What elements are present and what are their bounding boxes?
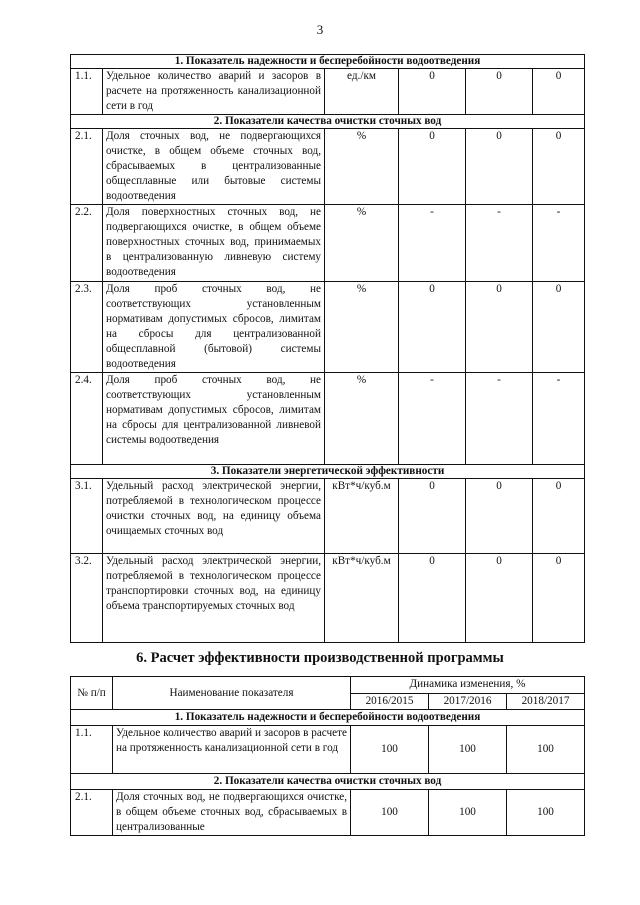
section-row (71, 55, 585, 69)
value-cell: - (466, 373, 533, 465)
indicator-name: Удельное количество аварий и засоров в расчете на протяженность канализационной сети в год (113, 726, 351, 774)
value-cell: 0 (399, 554, 466, 643)
value-cell: 0 (466, 479, 533, 554)
value-cell: 0 (466, 129, 533, 205)
row-number: 2.3. (71, 282, 103, 373)
table-row (71, 726, 585, 774)
section-row (71, 710, 585, 726)
indicator-name: Удельное количество аварий и засоров в расчете на протяженность канализационной сети в год (103, 69, 325, 115)
value-cell: 0 (466, 282, 533, 373)
row-number: 2.1. (71, 129, 103, 205)
unit-cell: % (325, 129, 399, 205)
table-row (71, 205, 585, 282)
value-cell: - (399, 373, 466, 465)
table-row (71, 282, 585, 373)
value-cell: 0 (533, 282, 585, 373)
row-number: 2.2. (71, 205, 103, 282)
table-row (71, 554, 585, 643)
unit-cell: % (325, 205, 399, 282)
row-number: 1.1. (71, 726, 113, 774)
value-cell: 100 (507, 790, 585, 836)
unit-cell: кВт*ч/куб.м (325, 479, 399, 554)
unit-cell: % (325, 373, 399, 465)
indicator-name: Удельный расход электрической энергии, потребляемой в технологическом процессе очистки сточных вод, на единицу объема очищаемых сточных вод (103, 479, 325, 554)
value-cell: 100 (507, 726, 585, 774)
value-cell: - (533, 205, 585, 282)
unit-cell: кВт*ч/куб.м (325, 554, 399, 643)
indicator-name: Доля проб сточных вод, не соответствующих установленным нормативам допустимых сбросов, лимитам на сбросы для централизованной общесплавной (бытовой) системы водоотведения (103, 282, 325, 373)
header-year-2: 2017/2016 (429, 694, 507, 710)
unit-cell: % (325, 282, 399, 373)
indicator-name: Доля проб сточных вод, не соответствующих установленным нормативам допустимых сбросов, лимитам на сбросы для централизованной ливневой системы водоотведения (103, 373, 325, 465)
value-cell: 100 (429, 726, 507, 774)
header-name: Наименование показателя (113, 677, 351, 710)
value-cell: - (399, 205, 466, 282)
table-row (71, 479, 585, 554)
value-cell: 0 (399, 479, 466, 554)
section-6-title: 6. Расчет эффективности производственной программы (136, 650, 504, 666)
section-row (71, 465, 585, 479)
value-cell: - (466, 205, 533, 282)
value-cell: 100 (351, 726, 429, 774)
value-cell: 0 (533, 479, 585, 554)
section-title: 1. Показатель надежности и бесперебойности водоотведения (71, 710, 585, 726)
table-row (71, 373, 585, 465)
indicators-table (70, 54, 585, 643)
value-cell: 0 (399, 129, 466, 205)
unit-cell: ед./км (325, 69, 399, 115)
section-title: 2. Показатели качества очистки сточных вод (71, 774, 585, 790)
indicator-name: Доля поверхностных сточных вод, не подвергающихся очистке, в общем объеме поверхностных сточных вод, принимаемых в централизованную ливневую систему водоотведения (103, 205, 325, 282)
row-number: 3.1. (71, 479, 103, 554)
value-cell: 0 (399, 69, 466, 115)
value-cell: 0 (466, 554, 533, 643)
header-year-1: 2016/2015 (351, 694, 429, 710)
value-cell: 0 (533, 69, 585, 115)
section-row (71, 774, 585, 790)
indicator-name: Доля сточных вод, не подвергающихся очистке, в общем объеме сточных вод, сбрасываемых в централизованные (113, 790, 351, 836)
row-number: 2.4. (71, 373, 103, 465)
header-dynamics: Динамика изменения, % (351, 677, 585, 694)
value-cell: 0 (533, 554, 585, 643)
row-number: 3.2. (71, 554, 103, 643)
value-cell: 100 (351, 790, 429, 836)
section-row (71, 115, 585, 129)
section-title: 1. Показатель надежности и бесперебойности водоотведения (71, 55, 585, 69)
row-number: 1.1. (71, 69, 103, 115)
value-cell: 0 (466, 69, 533, 115)
table-row (71, 790, 585, 836)
indicator-name: Удельный расход электрической энергии, потребляемой в технологическом процессе транспортировки сточных вод, на единицу объема транспортируемых сточных вод (103, 554, 325, 643)
row-number: 2.1. (71, 790, 113, 836)
header-year-3: 2018/2017 (507, 694, 585, 710)
value-cell: 0 (533, 129, 585, 205)
table-row (71, 129, 585, 205)
section-title: 2. Показатели качества очистки сточных вод (71, 115, 585, 129)
value-cell: - (533, 373, 585, 465)
page-number: 3 (316, 22, 324, 37)
header-num: № п/п (71, 677, 113, 710)
indicator-name: Доля сточных вод, не подвергающихся очистке, в общем объеме сточных вод, сбрасываемых в централизованные общесплавные или бытовые системы водоотведения (103, 129, 325, 205)
section-title: 3. Показатели энергетической эффективности (71, 465, 585, 479)
value-cell: 100 (429, 790, 507, 836)
table-row (71, 69, 585, 115)
value-cell: 0 (399, 282, 466, 373)
efficiency-table (70, 676, 585, 836)
